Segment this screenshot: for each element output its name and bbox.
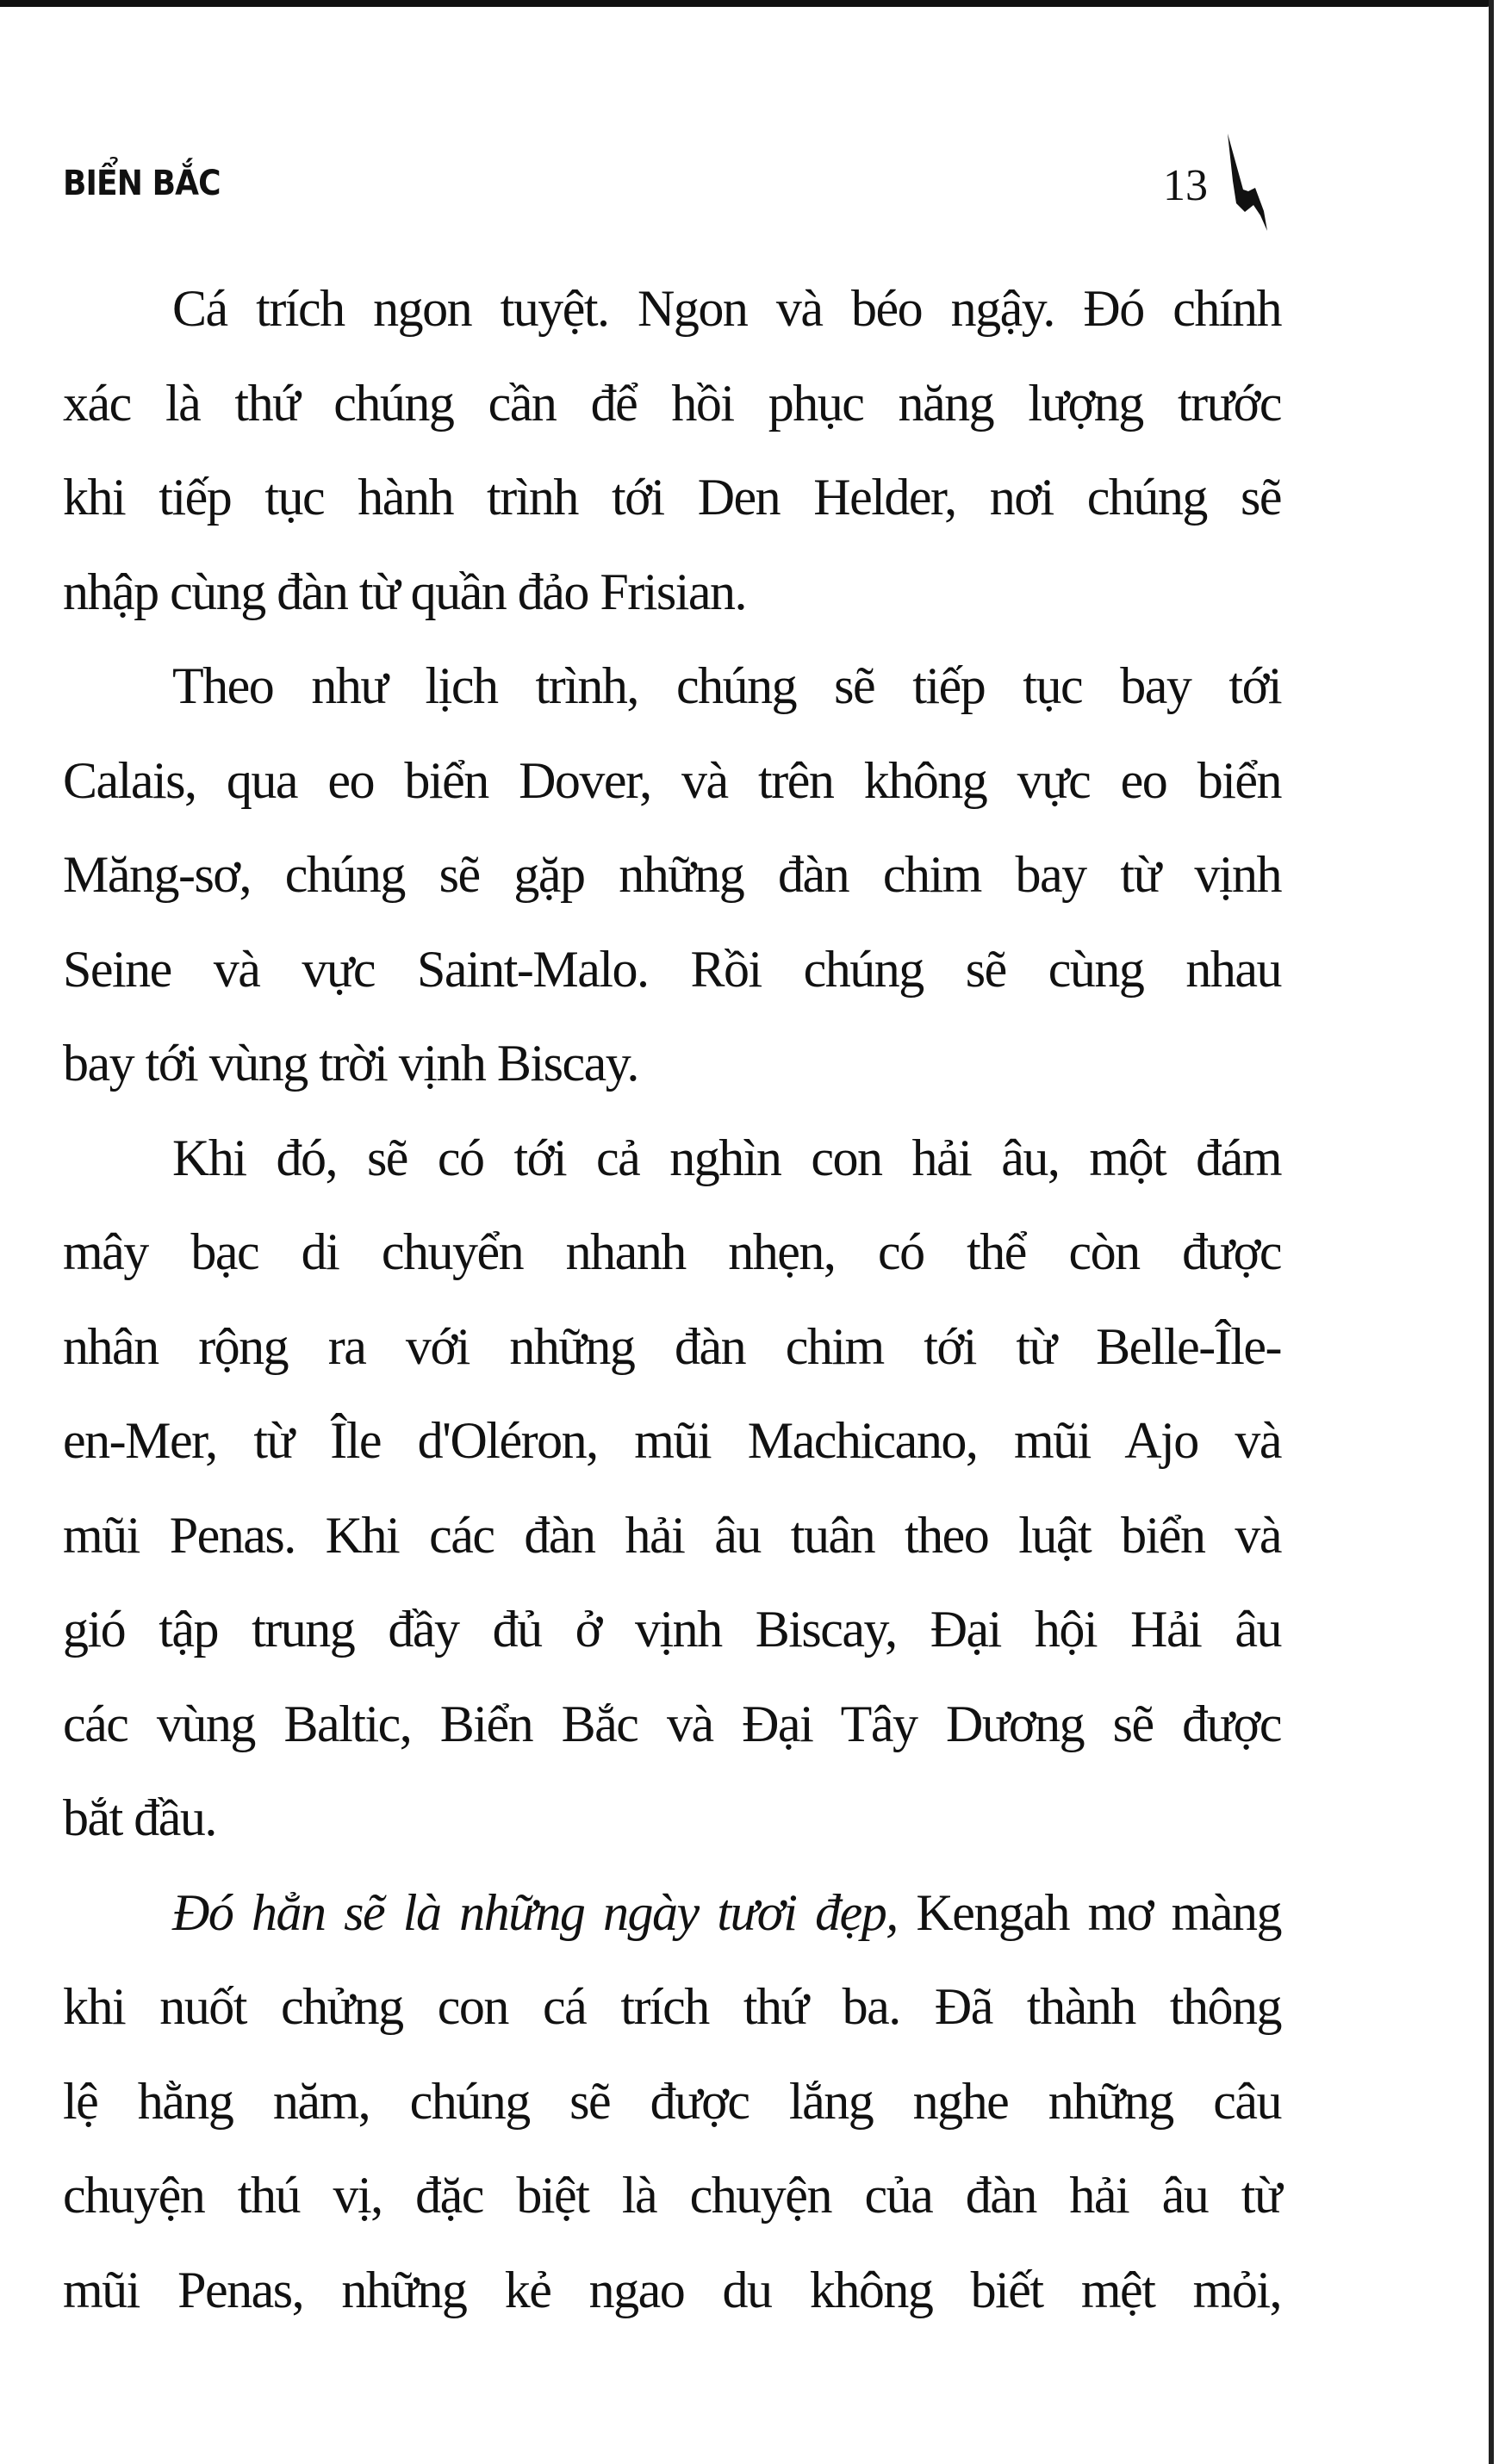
page-edge-right: [1489, 0, 1494, 2464]
text-line: khi tiếp tục hành trình tới Den Helder, nơi chúng sẽ: [63, 469, 1281, 526]
seagull-icon: [1210, 129, 1279, 233]
text-line: Măng-sơ, chúng sẽ gặp những đàn chim bay từ vịnh: [63, 846, 1281, 903]
text-line: Seine và vực Saint-Malo. Rồi chúng sẽ cùng nhau: [63, 940, 1281, 998]
text-line: khi nuốt chửng con cá trích thứ ba. Đã thành thông: [63, 1978, 1281, 2035]
page-number: 13: [1163, 161, 1208, 210]
text-line: xác là thứ chúng cần để hồi phục năng lượng trước: [63, 374, 1281, 432]
italic-thought: Đó hẳn sẽ là những ngày tươi đẹp,: [172, 1883, 898, 1941]
text-line: mây bạc di chuyển nhanh nhẹn, có thể còn được: [63, 1223, 1281, 1280]
text-line: Theo như lịch trình, chúng sẽ tiếp tục bay tới: [172, 657, 1281, 714]
text-line: lệ hằng năm, chúng sẽ được lắng nghe những câu: [63, 2072, 1281, 2130]
text-line: bắt đầu.: [63, 1789, 216, 1846]
text-line: nhân rộng ra với những đàn chim tới từ Belle-Île-: [63, 1317, 1281, 1375]
text-line: gió tập trung đầy đủ ở vịnh Biscay, Đại hội Hải âu: [63, 1601, 1281, 1658]
page-edge-top: [0, 0, 1490, 7]
text-line: Khi đó, sẽ có tới cả nghìn con hải âu, một đám: [172, 1129, 1281, 1186]
text-line: mũi Penas. Khi các đàn hải âu tuân theo luật biển và: [63, 1506, 1281, 1564]
text-line: chuyện thú vị, đặc biệt là chuyện của đàn hải âu từ: [63, 2167, 1281, 2224]
text-line: các vùng Baltic, Biển Bắc và Đại Tây Dương sẽ được: [63, 1695, 1281, 1752]
text-line: bay tới vùng trời vịnh Biscay.: [63, 1035, 638, 1092]
text-line: mũi Penas, những kẻ ngao du không biết mệt mỏi,: [63, 2261, 1281, 2318]
running-head: BIỂN BẮC: [63, 164, 221, 203]
text-line: en-Mer, từ Île d'Oléron, mũi Machicano, mũi Ajo và: [63, 1412, 1281, 1469]
line-text: Kengah mơ màng: [897, 1883, 1281, 1941]
text-line: nhập cùng đàn từ quần đảo Frisian.: [63, 563, 747, 620]
body-text: [63, 262, 1281, 2337]
text-line: [63, 1866, 1281, 1961]
text-line: Cá trích ngon tuyệt. Ngon và béo ngậy. Đó chính: [172, 280, 1281, 337]
text-line: Calais, qua eo biển Dover, và trên không vực eo biển: [63, 751, 1281, 809]
